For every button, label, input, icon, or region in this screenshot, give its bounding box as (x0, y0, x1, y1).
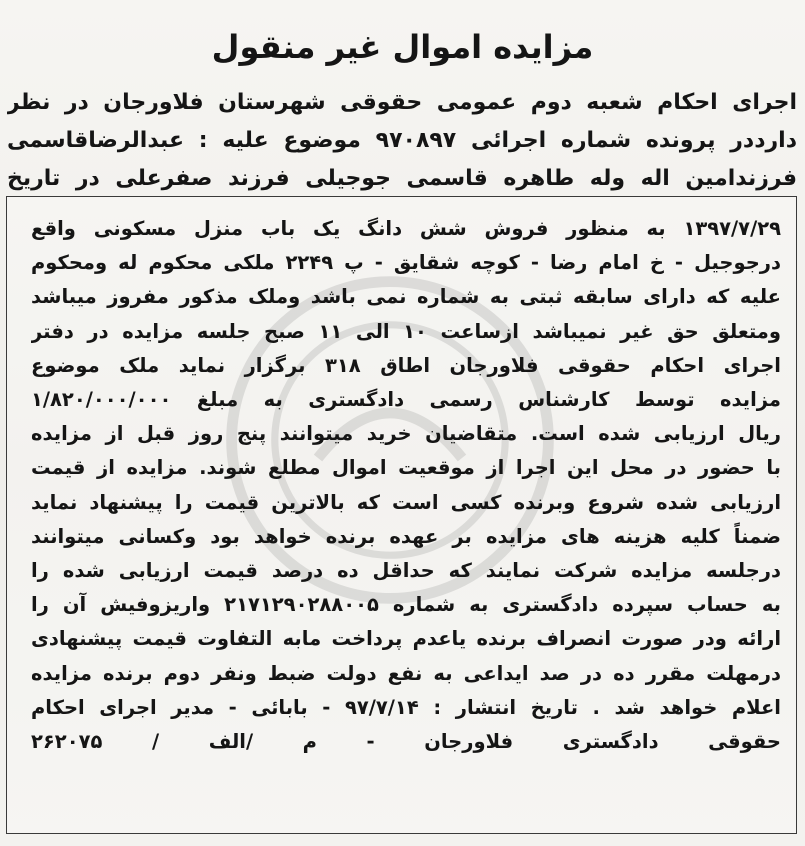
notice-body (31, 212, 781, 759)
notice-intro (7, 84, 797, 198)
body-line: اجرای احکام حقوقی فلاورجان اطاق ۳۱۸ برگزار نماید ملک موضوع (31, 353, 781, 377)
body-line: درجلسه مزایده شرکت نمایند که حداقل ده درصد قیمت ارزیابی شده را (31, 559, 781, 583)
body-line: حقوقی دادگستری فلاورجان - م /الف / ۲۶۲۰۷۵ (31, 730, 781, 754)
body-line: با حضور در محل این اجرا از موقعیت اموال مطلع شوند. مزایده از قیمت (31, 456, 781, 480)
body-line: ارائه ودر صورت انصراف برنده یاعدم پرداخت مابه التفاوت قیمت پیشنهادی (31, 627, 781, 651)
body-line: درجوجیل - خ امام رضا - کوچه شقایق - پ ۲۲۴۹ ملکی محکوم له ومحکوم (31, 251, 781, 275)
body-line: ومتعلق حق غیر نمیباشد ازساعت ۱۰ الی ۱۱ صبح جلسه مزایده در دفتر (31, 319, 781, 343)
intro-line: دارددر پرونده شماره اجرائی ۹۷۰۸۹۷ موضوع علیه : عبدالرضاقاسمی (7, 128, 797, 153)
body-line: درمهلت مقرر ده در صد ایداعی به نفع دولت ضبط ونفر دوم برنده مزایده (31, 661, 781, 685)
intro-line: اجرای احکام شعبه دوم عمومی حقوقی شهرستان فلاورجان در نظر (7, 90, 797, 115)
body-line: ارزیابی شده شروع وبرنده کسی است که بالاترین قیمت را پیشنهاد نماید (31, 490, 781, 514)
intro-line: فرزندامین اله وله طاهره قاسمی جوجیلی فرزند صفرعلی در تاریخ (7, 166, 797, 191)
body-line: ریال ارزیابی شده است. متقاضیان خرید میتوانند پنج روز قبل از مزایده (31, 422, 781, 446)
body-line: مزایده توسط کارشناس رسمی دادگستری به مبلغ ۱/۸۲۰/۰۰۰/۰۰۰ (31, 388, 781, 412)
body-line: ضمناً کلیه هزینه های مزایده بر عهده برنده خواهد بود وکسانی میتوانند (31, 524, 781, 548)
body-line: علیه که دارای سابقه ثبتی به شماره نمی باشد وملک مذکور مفروز میباشد (31, 285, 781, 309)
body-line: اعلام خواهد شد . تاریخ انتشار : ۹۷/۷/۱۴ - بابائی - مدیر اجرای احکام (31, 695, 781, 719)
notice-header (0, 0, 805, 196)
body-line: به حساب سپرده دادگستری به شماره ۲۱۷۱۲۹۰۲۸۸۰۰۵ واریزوفیش آن را (31, 593, 781, 617)
notice-title: مزایده اموال غیر منقول (211, 28, 594, 66)
body-line: ۱۳۹۷/۷/۲۹ به منظور فروش شش دانگ یک باب منزل مسکونی واقع (31, 217, 781, 240)
